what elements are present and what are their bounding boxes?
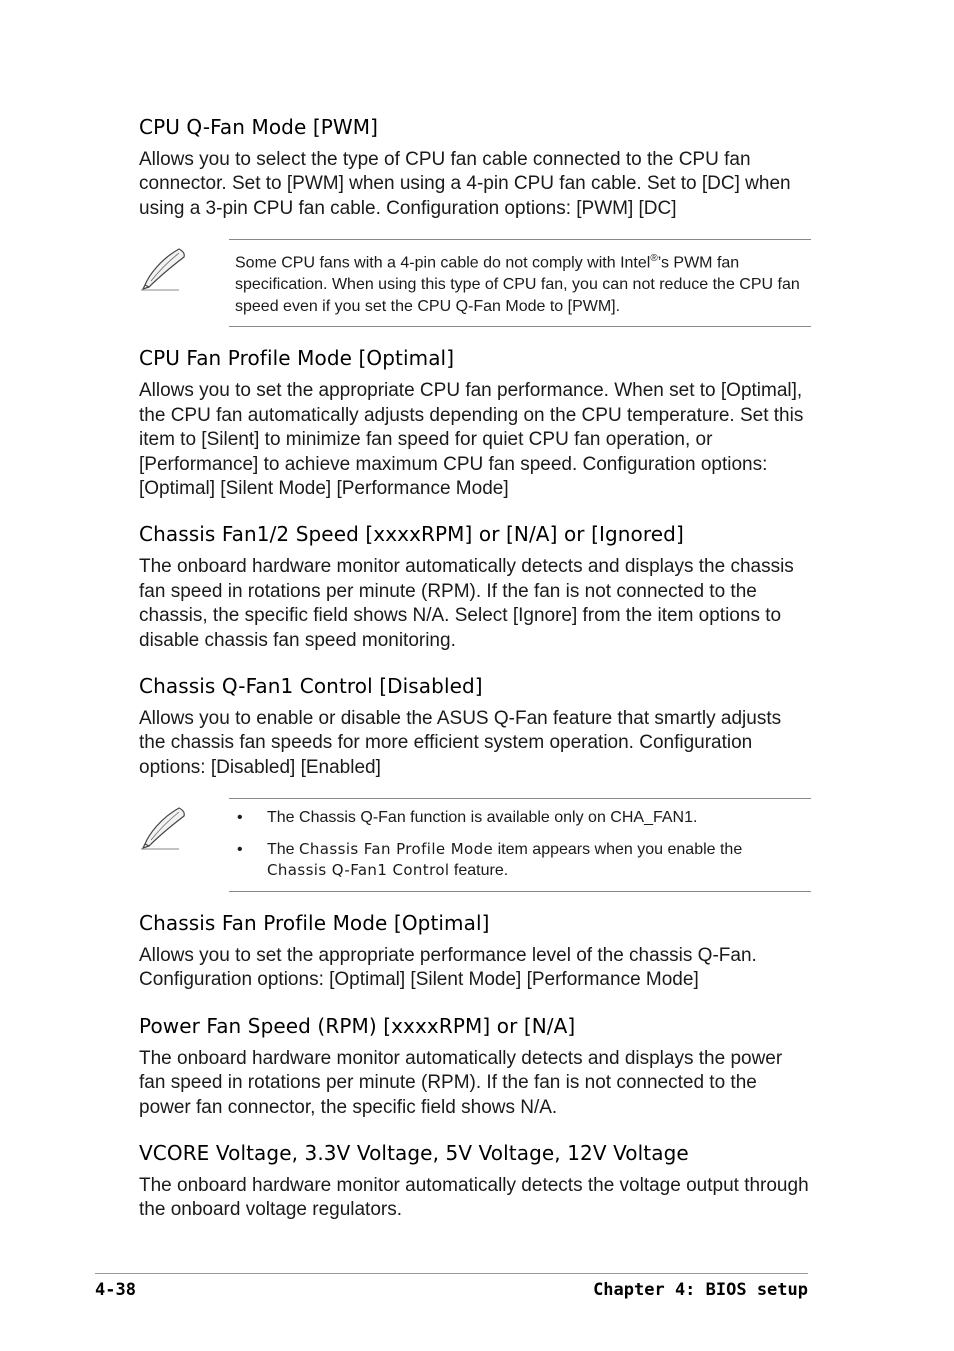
section-heading-chassis-qfan-control: Chassis Q-Fan1 Control [Disabled] [139,673,483,698]
note-text-cont: ’s PWM fan specification. When using this type of CPU fan, you can not reduce the CPU fan speed even if you set the CPU Q-Fan Mode to [PWM]. [235,254,800,315]
note-pen-icon [139,804,189,850]
note-box [229,798,811,892]
note-list-item [235,807,805,829]
section-heading-chassis-fan-profile: Chassis Fan Profile Mode [Optimal] [139,910,490,935]
chapter-title: Chapter 4: BIOS setup [593,1280,808,1300]
page-content [139,112,811,1241]
section-body-chassis-fan-profile: Allows you to set the appropriate performance level of the chassis Q-Fan. Configuration options: [Optimal] [Silent Mode] [Performance Mode] [139,944,757,991]
note-item-text: feature. [449,862,509,880]
section-body-power-fan-speed: The onboard hardware monitor automatically detects and displays the power fan speed in rotations per minute (RPM). If the fan is not connected to the power fan connector, the specific field shows N/A. [139,1047,783,1118]
note-list-item [235,839,805,882]
page-number: 4-38 [95,1280,136,1300]
section-body-chassis-fan-speed: The onboard hardware monitor automatically detects and displays the chassis fan speed in rotations per minute (RPM). If the fan is not connected to the chassis, the specific field shows N/A. Select [Ignore] from the item options to disable chassis fan speed monitoring. [139,556,794,651]
section-heading-cpu-qfan-mode: CPU Q-Fan Mode [PWM] [139,115,379,139]
section-heading-cpu-fan-profile: CPU Fan Profile Mode [Optimal] [139,346,455,371]
note-chassis-qfan [139,798,811,892]
bullet: • [237,840,243,858]
section-heading-power-fan-speed: Power Fan Speed (RPM) [xxxxRPM] or [N/A] [139,1013,576,1038]
section-heading-voltages: VCORE Voltage, 3.3V Voltage, 5V Voltage, 12V Voltage [139,1141,689,1166]
note-list [235,807,805,882]
section-body-cpu-fan-profile: Allows you to set the appropriate CPU fan performance. When set to [Optimal], the CPU fan automatically adjusts depending on the CPU temperature. Set this item to [Silent] to minimize fan speed for quiet CPU fan operation, or [Performance] to achieve maximum CPU fan speed. Configuration options: [Optimal] [Silent Mode] [Performance Mode] [139,380,804,499]
section-body-chassis-qfan-control: Allows you to enable or disable the ASUS Q-Fan feature that smartly adjusts the chassis fan speeds for more efficient system operation. Configuration options: [Disabled] [Enabled] [139,707,782,778]
note-item-text: The Chassis Q-Fan function is available only on CHA_FAN1. [267,809,698,827]
term-chassis-qfan1-control: Chassis Q-Fan1 Control [267,861,450,880]
note-box [229,239,811,327]
note-pen-icon [139,245,189,291]
term-chassis-fan-profile-mode: Chassis Fan Profile Mode [299,839,494,858]
bullet: • [237,809,243,827]
note-item-text: item appears when you enable the [493,840,743,858]
note-cpu-fan-pwm [139,239,811,327]
note-text: Some CPU fans with a 4-pin cable do not comply with Intel [235,254,651,272]
section-heading-chassis-fan-speed: Chassis Fan1/2 Speed [xxxxRPM] or [N/A] or [Ignored] [139,522,684,547]
section-body-cpu-qfan-mode: Allows you to select the type of CPU fan cable connected to the CPU fan connector. Set to [PWM] when using a 4-pin CPU fan cable. Set to [DC] when using a 3-pin CPU fan cable. Configuration options: [PWM] [DC] [139,149,791,219]
registered-mark: ® [650,253,658,265]
section-body-voltages: The onboard hardware monitor automatically detects the voltage output through the onboard voltage regulators. [139,1175,809,1221]
footer-divider [95,1273,808,1274]
note-item-text: The [267,840,300,858]
